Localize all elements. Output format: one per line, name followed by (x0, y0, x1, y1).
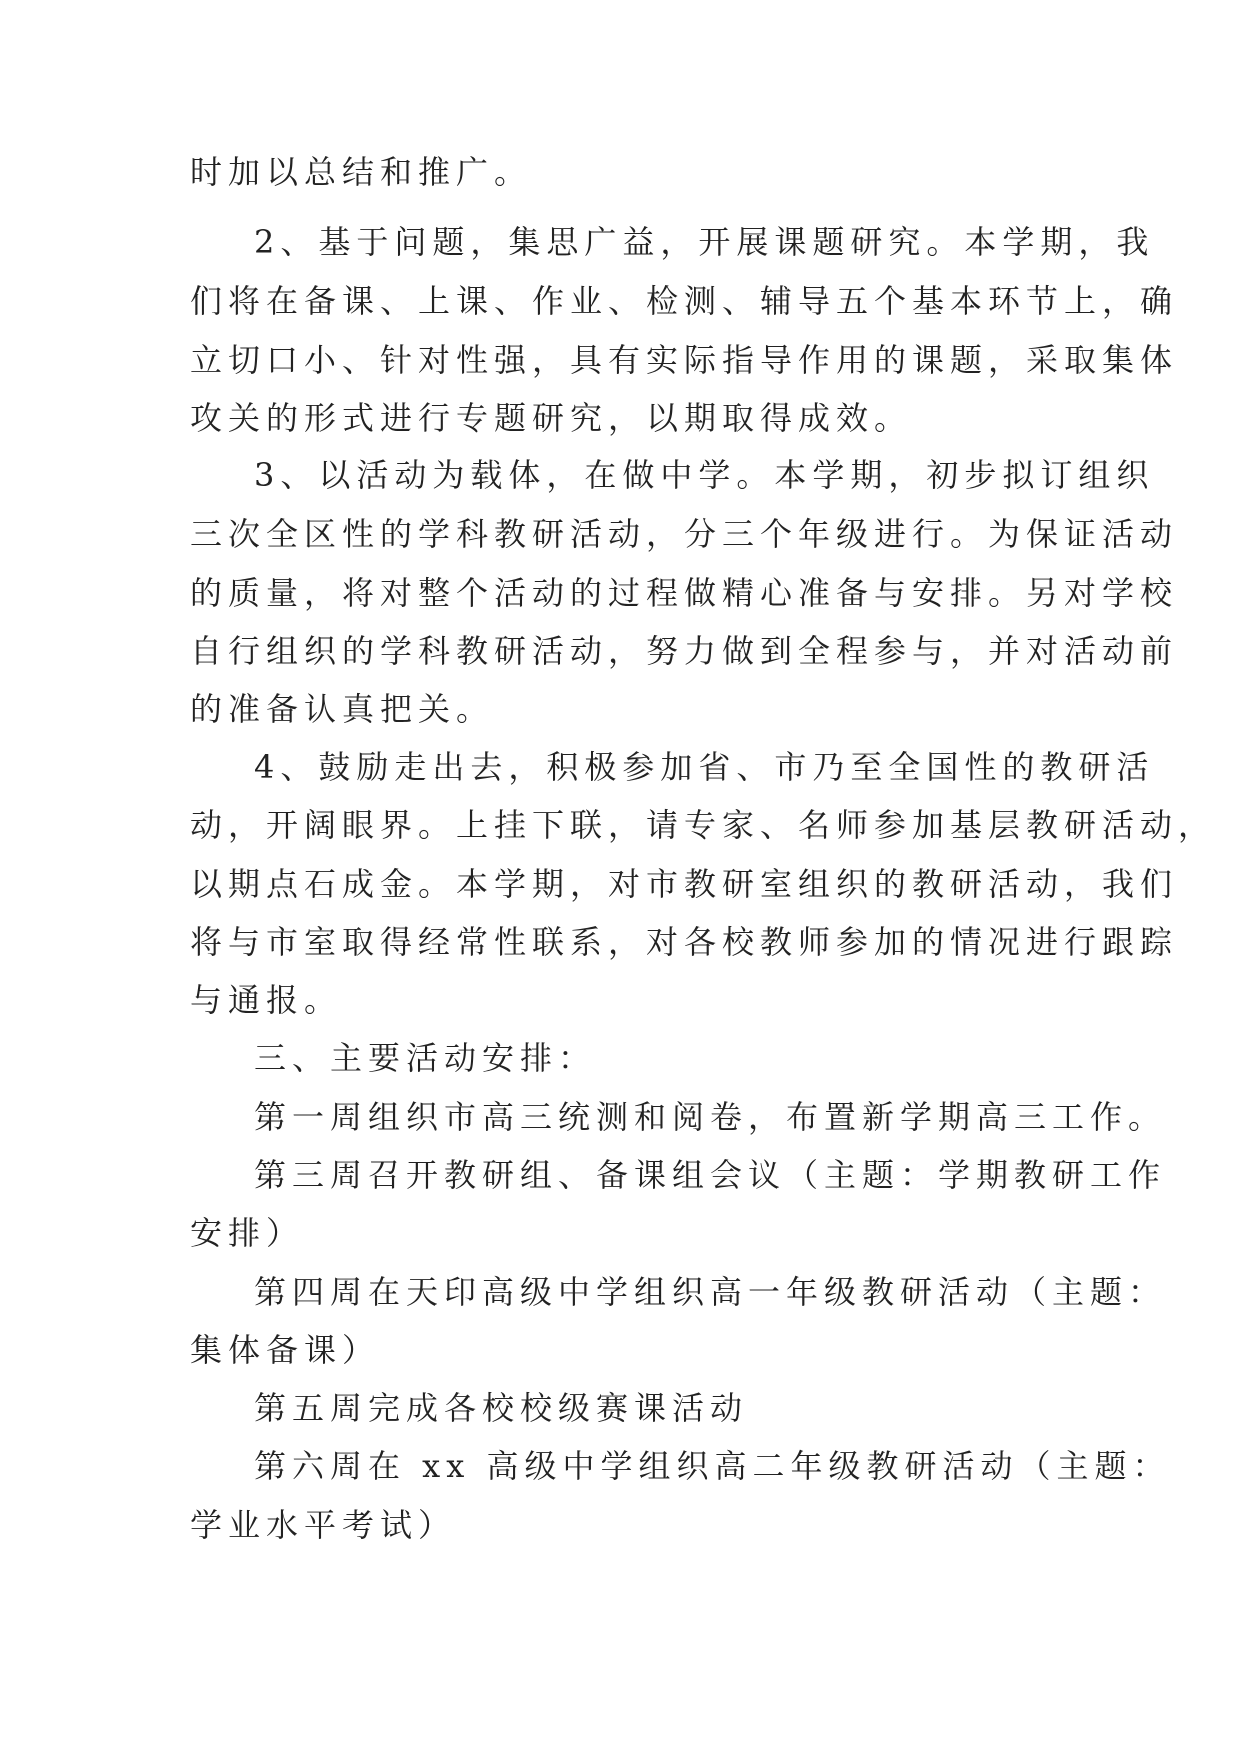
text-line: 三次全区性的学科教研活动，分三个年级进行。为保证活动 (190, 515, 1179, 553)
paragraph-start: 4、鼓励走出去，积极参加省、市乃至全国性的教研活 (254, 748, 1155, 786)
text-line: 集体备课） (190, 1331, 381, 1369)
text-line: 安排） (190, 1214, 305, 1252)
schedule-item: 第五周完成各校校级赛课活动 (254, 1389, 749, 1427)
text-line: 的准备认真把关。 (190, 690, 495, 728)
schedule-item: 第四周在天印高级中学组织高一年级教研活动（主题： (254, 1273, 1167, 1311)
text-line: 与通报。 (190, 981, 343, 1019)
schedule-item: 第一周组织市高三统测和阅卷，布置新学期高三工作。 (254, 1098, 1167, 1136)
schedule-item: 第三周召开教研组、备课组会议（主题：学期教研工作 (254, 1156, 1167, 1194)
text-line: 立切口小、针对性强，具有实际指导作用的课题，采取集体 (190, 341, 1179, 379)
schedule-item: 第六周在 xx 高级中学组织高二年级教研活动（主题： (254, 1447, 1171, 1485)
text-line: 的质量，将对整个活动的过程做精心准备与安排。另对学校 (190, 574, 1179, 612)
text-line: 将与市室取得经常性联系，对各校教师参加的情况进行跟踪 (190, 923, 1179, 961)
text-line: 攻关的形式进行专题研究，以期取得成效。 (190, 399, 913, 437)
text-line: 以期点石成金。本学期，对市教研室组织的教研活动，我们 (190, 865, 1179, 903)
section-heading: 三、主要活动安排： (254, 1039, 597, 1077)
text-line: 动，开阔眼界。上挂下联，请专家、名师参加基层教研活动， (190, 806, 1217, 844)
paragraph-start: 2、基于问题，集思广益，开展课题研究。本学期，我 (254, 223, 1155, 261)
text-line: 自行组织的学科教研活动，努力做到全程参与，并对活动前 (190, 632, 1179, 670)
paragraph-start: 3、以活动为载体，在做中学。本学期，初步拟订组织 (254, 456, 1155, 494)
text-line: 们将在备课、上课、作业、检测、辅导五个基本环节上，确 (190, 282, 1179, 320)
text-line: 时加以总结和推广。 (190, 153, 533, 191)
text-line: 学业水平考试） (190, 1506, 457, 1544)
